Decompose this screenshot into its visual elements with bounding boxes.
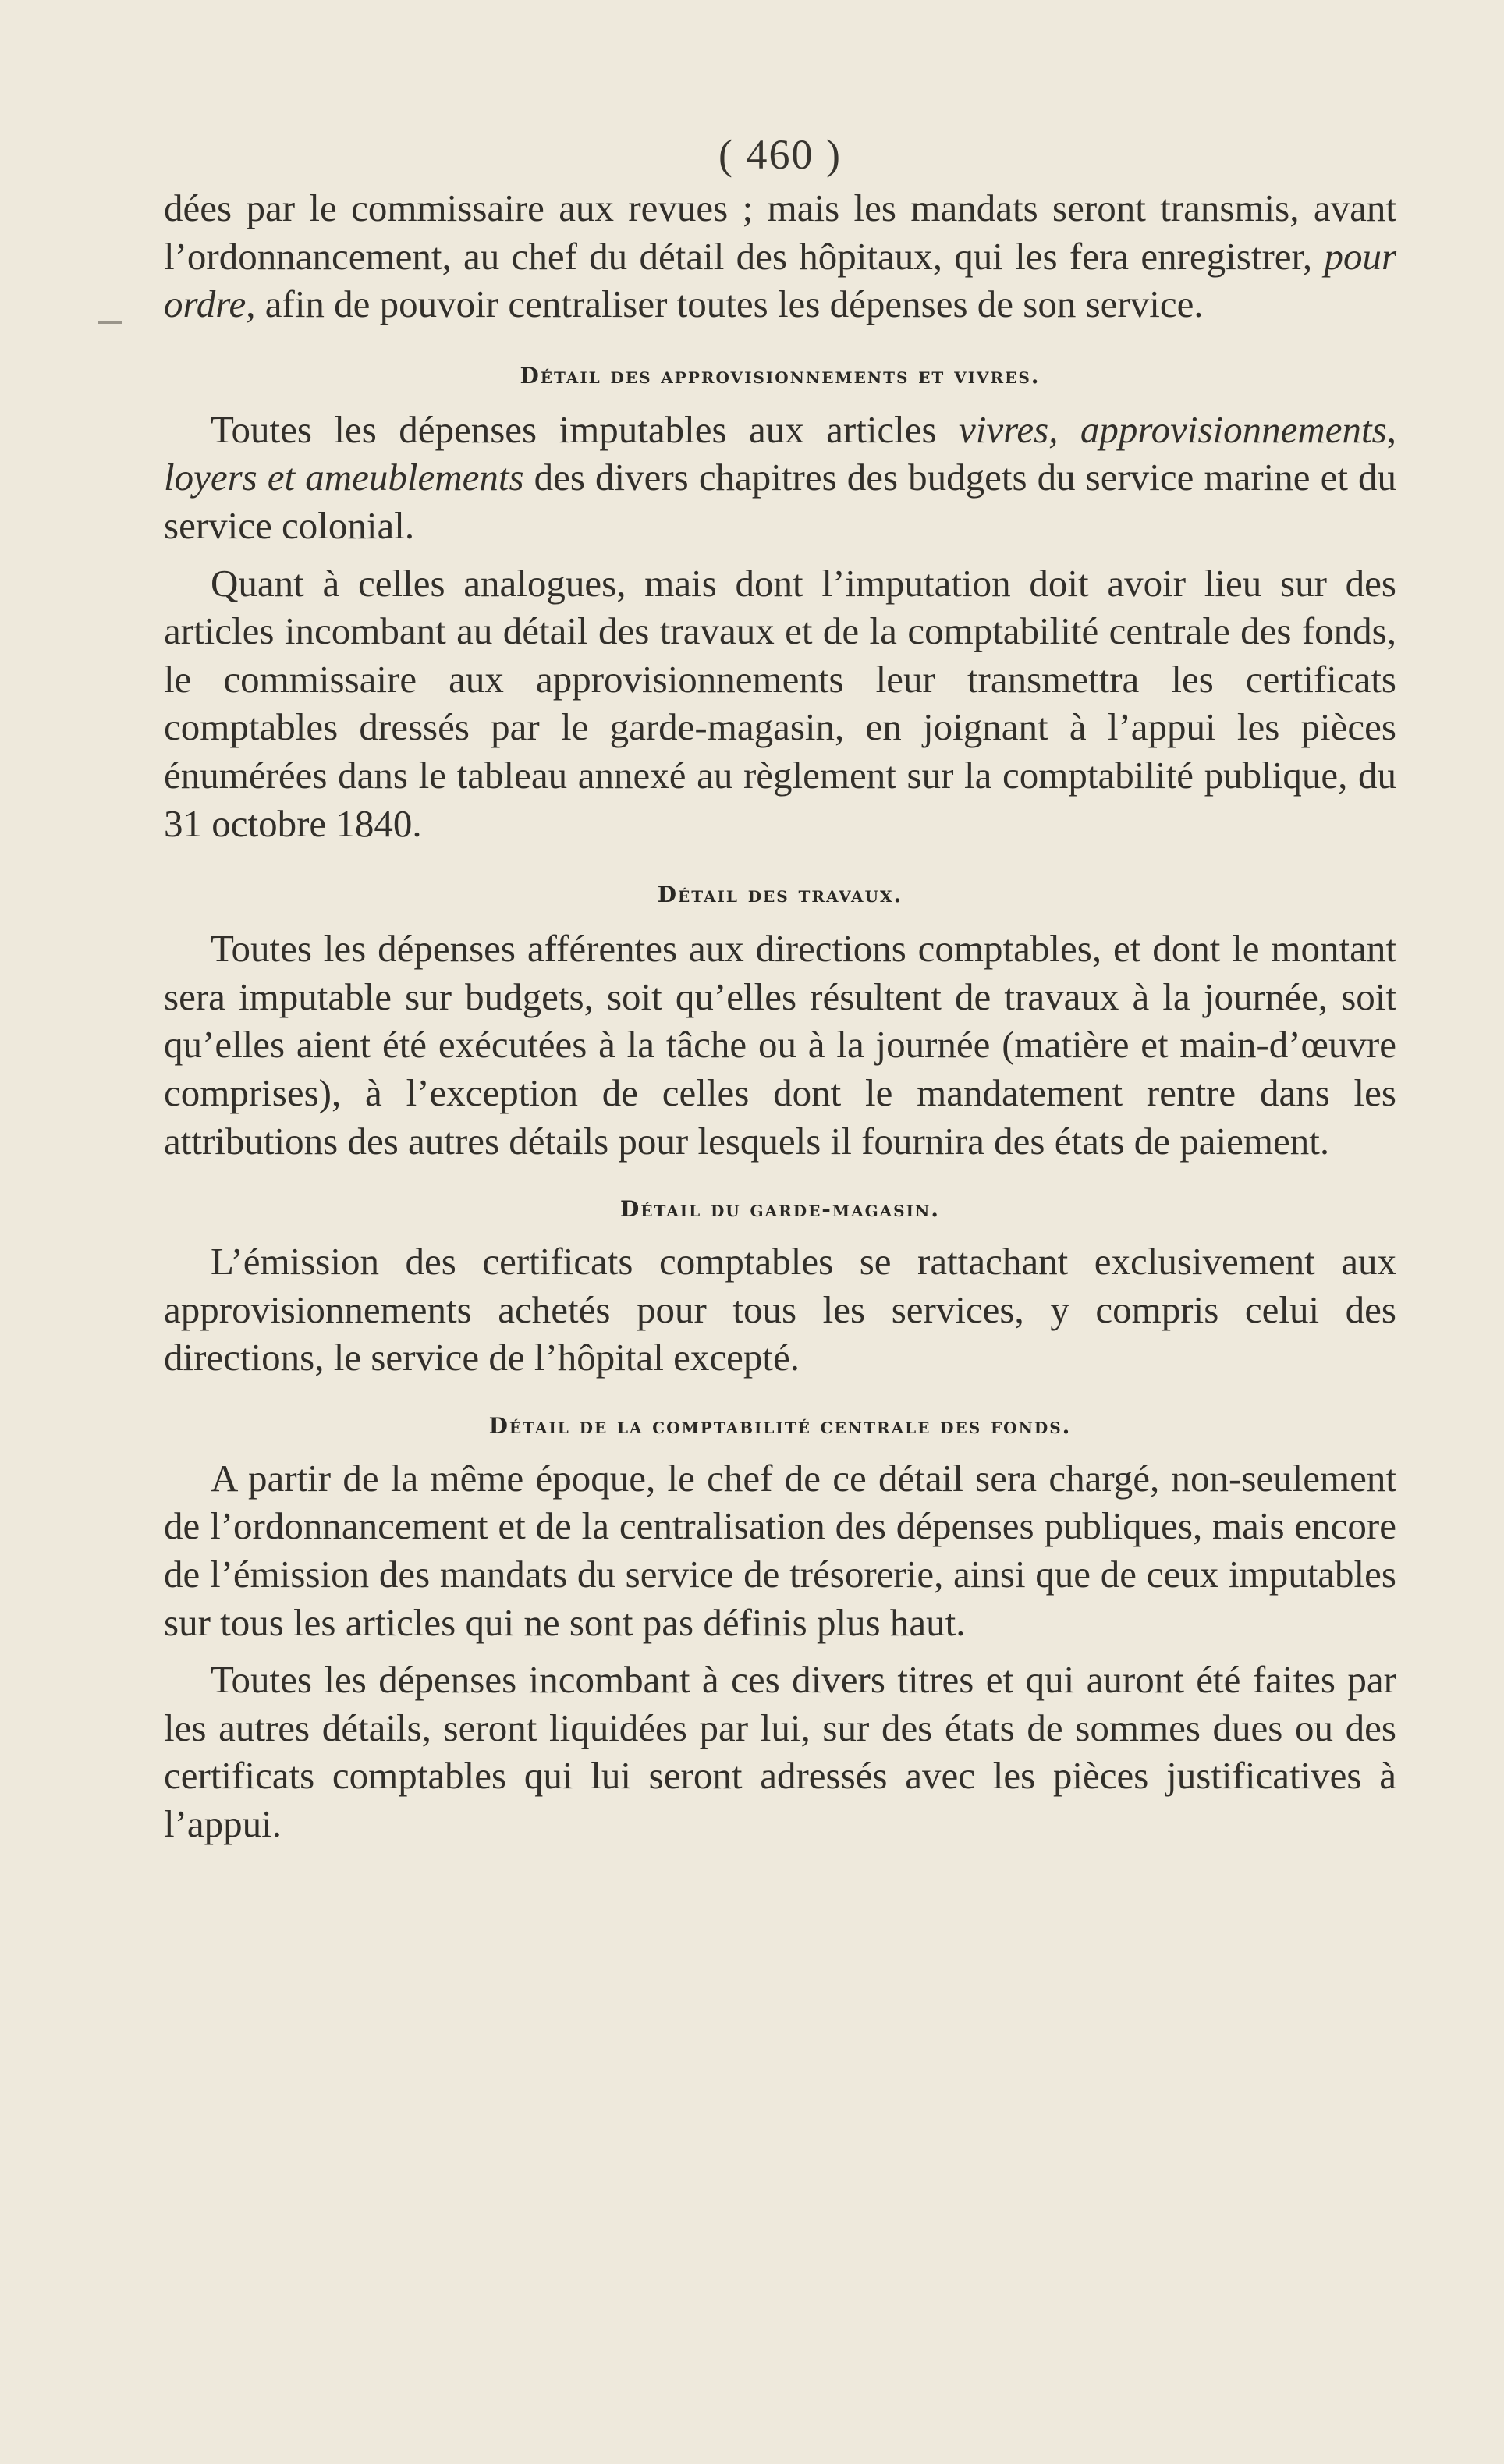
section-heading-garde-magasin: Détail du garde-magasin.: [619, 1196, 941, 1223]
paragraph-travaux: Toutes les dépenses afférentes aux directions comptables, et dont le montant sera imputable sur budgets, soit qu’elles résultent de travaux à la journée, soit qu’elles aient été exécutées à la tâche ou à la journée (matière et main-d’œuvre comprises), à l’exception de celles dont le mandatement rentre dans les attributions des autres détails pour lesquels il fournira des états de paiement.: [164, 927, 1396, 1163]
italic-phrase: pour ordre: [164, 234, 1397, 326]
book-page: [164, 131, 1396, 1848]
separator: ,: [1386, 407, 1396, 451]
paragraph-lead: Toutes les dépenses imputables aux articles: [211, 407, 937, 451]
paragraph-analogues: Quant à celles analogues, mais dont l’imputation doit avoir lieu sur des articles incombant au détail des travaux et de la comptabilité centrale des fonds, le commissaire aux approvisionnements leur transmettra les certificats comptables dressés par le garde-magasin, en joignant à l’appui les pièces énumérées dans le tableau annexé au règlement sur la comptabilité publique, du 31 octobre 1840.: [164, 561, 1396, 845]
paragraph-depenses: Toutes les dépenses incombant à ces divers titres et qui auront été faites par les autres détails, seront liquidées par lui, sur des états de sommes dues ou des certificats comptables qui lui seront adressés avec les pièces justificatives à l’appui.: [164, 1658, 1396, 1846]
section-heading-approvisionnements: Détail des approvisionnements et vivres.: [520, 362, 1041, 389]
margin-mark: [98, 321, 122, 324]
paragraph-garde-magasin: L’émission des certificats comptables se rattachant exclusivement aux approvisionnements achetés pour tous les services, y compris celui des directions, le service de l’hôpital excepté.: [164, 1240, 1396, 1379]
paragraph-tail: des divers chapitres des budgets du service marine et du service colonial.: [164, 456, 1396, 547]
paragraph-continued-tail: , afin de pouvoir centraliser toutes les dépenses de son service.: [246, 282, 1204, 326]
page-number: ( 460 ): [718, 131, 842, 178]
paragraph-continued: [164, 184, 1396, 328]
paragraph-continued-text: dées par le commissaire aux revues ; mais les mandats seront transmis, avant l’ordonnancement, au chef du détail des hôpitaux, qui les fera enregistrer,: [164, 186, 1396, 278]
italic-articles-2: loyers et ameublements: [164, 456, 524, 499]
italic-articles-1: vivres, approvisionnements: [959, 407, 1387, 451]
section-heading-travaux: Détail des travaux.: [657, 882, 903, 908]
paragraph-approvisionnements: [164, 406, 1396, 550]
paragraph-comptabilite: A partir de la même époque, le chef de ce détail sera chargé, non-seulement de l’ordonnancement et de la centralisation des dépenses publiques, mais encore de l’émission des mandats du service de trésorerie, ainsi que de ceux imputables sur tous les articles qui ne sont pas définis plus haut.: [164, 1456, 1396, 1644]
section-heading-comptabilite: Détail de la comptabilité centrale des fonds.: [488, 1412, 1072, 1439]
